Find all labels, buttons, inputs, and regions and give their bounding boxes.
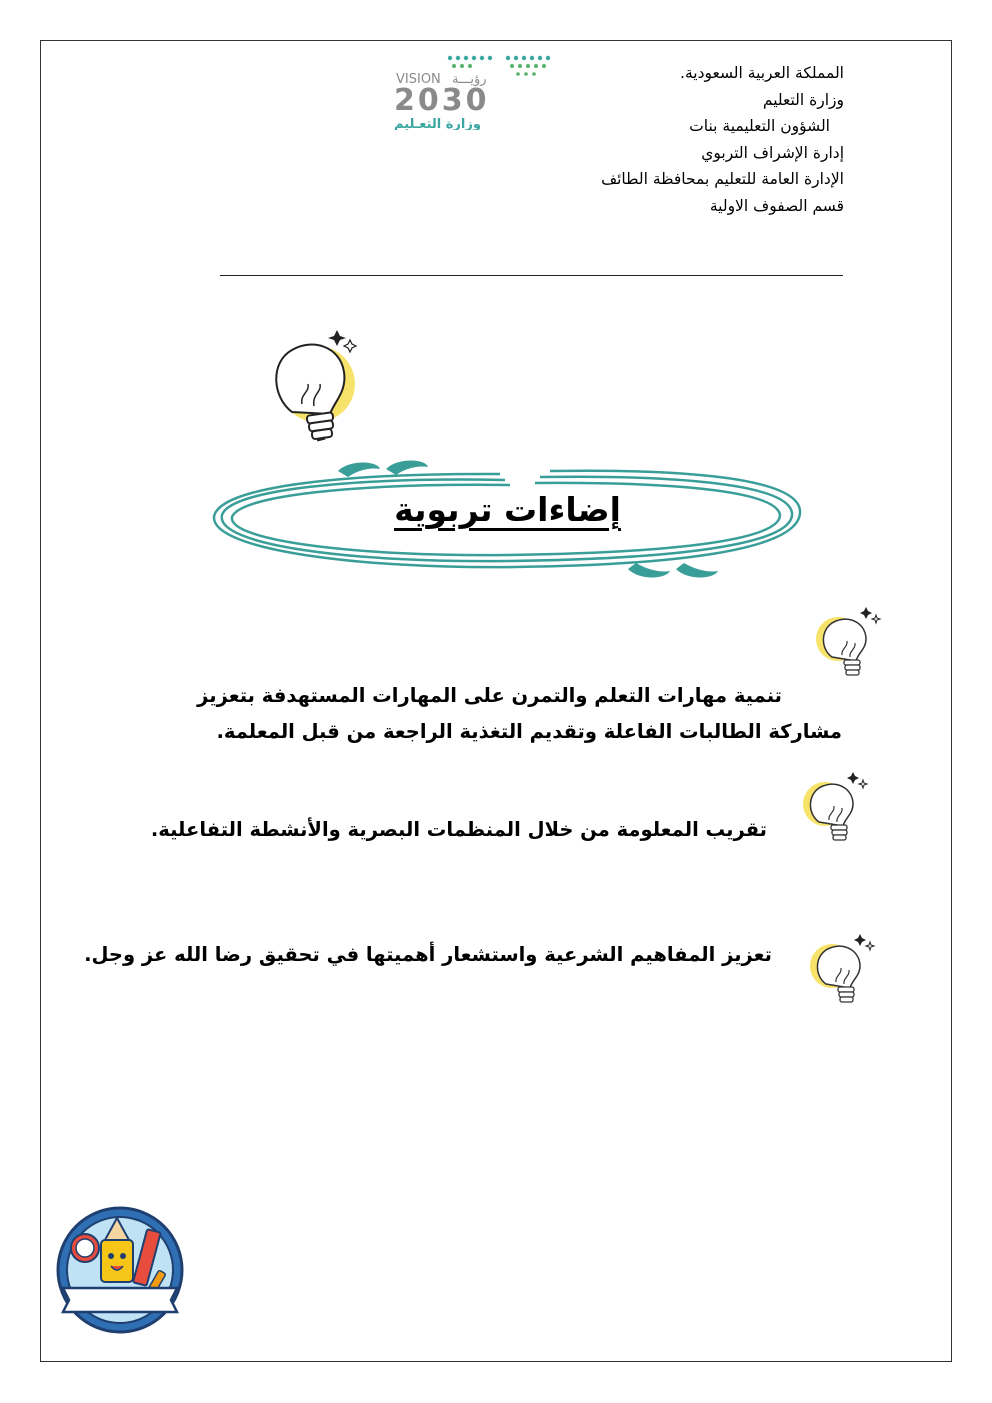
lightbulb-icon — [262, 322, 367, 452]
header-line-department: قسم الصفوف الاولية — [709, 196, 844, 215]
educational-point-1: تنمية مهارات التعلم والتمرن على المهارات المستهدفة بتعزيز مشاركة الطالبات الفاعلة وتقديم التغذية الراجعة من قبل المعلمة. — [197, 684, 842, 743]
header-line-supervision: إدارة الإشراف التربوي — [701, 143, 844, 162]
vision-2030-logo — [388, 50, 558, 130]
header-line-directorate: الإدارة العامة للتعليم بمحافظة الطائف — [601, 170, 844, 188]
page-title: إضاءات تربوية — [394, 490, 621, 529]
vision-word: VISION — [396, 72, 441, 87]
lightbulb-icon — [795, 770, 875, 842]
header-divider — [220, 275, 843, 276]
title-frame — [210, 455, 805, 590]
ministry-logo-name: وزارة التعـليم — [394, 117, 481, 130]
educational-point-2: تقريب المعلومة من خلال المنظمات البصرية والأنشطة التفاعلية. — [150, 818, 767, 841]
vision-year: 2030 — [394, 83, 490, 118]
school-supplies-badge-icon — [55, 1200, 185, 1342]
educational-point-3: تعزيز المفاهيم الشرعية واستشعار أهميتها في تحقيق رضا الله عز وجل. — [84, 943, 772, 966]
header-line-affairs: الشؤون التعليمية بنات — [689, 117, 830, 135]
vision-arabic-word: رؤيـــة — [452, 72, 487, 87]
header-line-country: المملكة العربية السعودية. — [680, 64, 844, 82]
lightbulb-icon — [808, 605, 888, 677]
lightbulb-icon — [802, 932, 882, 1004]
ministry-header — [601, 60, 844, 219]
header-line-ministry: وزارة التعليم — [762, 90, 844, 109]
